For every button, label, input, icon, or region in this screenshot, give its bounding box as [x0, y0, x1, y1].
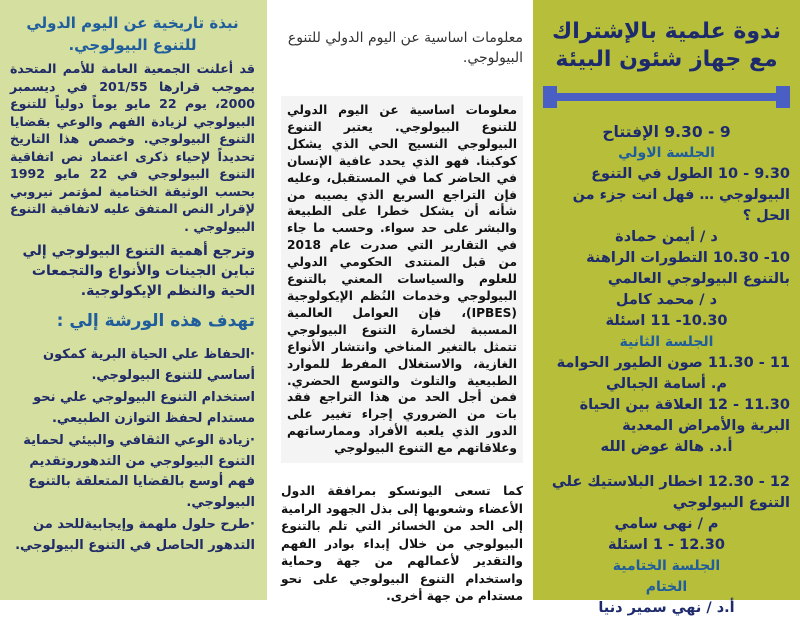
talk-3: 11 - 11.30 صون الطيور الحوامة: [556, 355, 790, 371]
session-2-label: الجلسة الثانية: [619, 334, 714, 350]
talk-5: 12 - 12.30 اخطار البلاستيك علي التنوع البيولوجي: [551, 474, 790, 511]
importance-text: وترجع أهمية التنوع البيولوجي إلي تباين الجينات والأنواع والتجمعات الحية والنظم الإيكولوجية.: [22, 243, 255, 299]
unesco-text: كما تسعى اليونسكو بمرافقة الدول الأعضاء وشعوبها إلى بذل الجهود الرامية إلى الحد من الخسائر التي تلم بالتنوع البيولوجي من خلال إبداء بوادر الفهم والتقدير لأعمالهم من جهة وحماية واستخدام التنوع البيولوجي على نحو مستدام من جهة أخرى.: [281, 484, 523, 604]
talk-2: 10- 10.30 التطورات الراهنة بالتنوع البيولوجي العالمي: [586, 250, 790, 287]
closing-speaker: أ.د / نهي سمير دنيا: [598, 600, 735, 616]
talk-5-speaker: م / نهى سامي: [614, 516, 719, 532]
info-panel: [267, 0, 533, 604]
seminar-title-line1: ندوة علمية بالإشتراك: [552, 19, 781, 44]
info-box: [281, 96, 523, 463]
closing-label: الختام: [645, 579, 688, 595]
seminar-title-line2: مع جهاز شئون البيئة: [555, 47, 778, 72]
goal-item: ·الحفاظ علي الحياة البرية كمكون أساسي للتنوع البيولوجي.: [43, 347, 255, 383]
opening-time: 9 - 9.30 الإفتتاح: [602, 123, 731, 141]
info-heading: معلومات اساسية عن اليوم الدولي للتنوع البيولوجي.: [287, 30, 523, 66]
goal-item: استخدام التنوع البيولوجي علي نحو مستدام لحفظ التوازن الطبيعي.: [33, 390, 255, 426]
goals-heading: تهدف هذه الورشة إلي :: [56, 311, 255, 331]
history-panel: [0, 0, 267, 600]
history-body: قد أعلنت الجمعية العامة للأمم المتحدة بموجب قرارها 201/55 في ديسمبر 2000، يوم 22 مايو يوماً دولياً للتنوع البيولوجي لزيادة الفهم والوعي بقضايا التنوع البيولوجي. وخصص هذا التاريخ تحديداً لإحياء ذكرى اعتماد نص اتفاقية التنوع البيولوجي في 22 مايو 1992 بحسب الوثيقة الختامية لمؤتمر نيروبي لإقرار النص المتفق عليه لاتفاقية التنوع البيولوجي .: [10, 61, 256, 234]
talk-4: 11.30 - 12 العلاقة بين الحياة البرية والأمراض المعدية: [579, 397, 790, 434]
talk-3-speaker: م. أسامة الجبالي: [605, 376, 728, 392]
questions-2: 12.30 - 1 اسئلة: [607, 537, 725, 553]
session-1-label: الجلسة الاولي: [618, 145, 715, 161]
talk-1-speaker: د / أيمن حمادة: [615, 229, 718, 245]
dumbbell-icon: [543, 84, 790, 110]
talk-2-speaker: د / محمد كامل: [615, 292, 718, 308]
history-title: نبذة تاريخية عن اليوم الدولي للتنوع البيولوجي.: [26, 14, 239, 54]
goal-item: ·زيادة الوعي الثقافي والبيئي لحماية التنوع البيولوجي من التدهوروتقديم فهم أوسع بالقضايا المتعلقة بالتنوع البيولوجي.: [23, 433, 255, 510]
goals-list: [10, 345, 255, 556]
closing-session-label: الجلسة الختامية: [612, 558, 721, 574]
goal-item: ·طرح حلول ملهمة وإيجابيةللحد من التدهور الحاصل في التنوع البيولوجي.: [15, 517, 255, 553]
program-panel: [533, 0, 800, 616]
info-box-text: معلومات اساسية عن اليوم الدولي للتنوع البيولوجي. يعتبر التنوع البيولوجي النسيج الحي الذي يشكل كوكبنا. فهو الذي يحدد عافية الإنسان في الحاضر كما في المستقبل، وعليه فإن التراجع السريع الذي يصيبه من شأنه أن يشكل خطرا على الطبيعة والبشر على حد سواء. وحسب ما جاء في التقارير التي صدرت عام 2018 من قبل المنتدى الحكومي الدولي للعلوم والسياسات المعني بالتنوع البيولوجي وخدمات النُظم الإيكولوجية (IPBES)، فإن العوامل العالمية المسببة لخسارة التنوع البيولوجي تتمثل بالتغير المناخي وانتشار الأنواع الغازية، والاستغلال المفرط للموارد الطبيعية والتلوث والتوسع الحضري. فمن أجل الحد من هذا التراجع فقد بات من الضروري إجراء تغيير على الدور الذي يلعبه الأفراد وممارساتهم وعلاقاتهم مع التنوع البيولوجي: [287, 103, 517, 456]
questions-1: 10.30- 11 اسئلة: [605, 313, 728, 329]
talk-1: 9.30 - 10 الطول في التنوع البيولوجي … فهل انت جزء من الحل ؟: [572, 166, 790, 224]
talk-4-speaker: أ.د. هالة عوض الله: [600, 439, 733, 455]
